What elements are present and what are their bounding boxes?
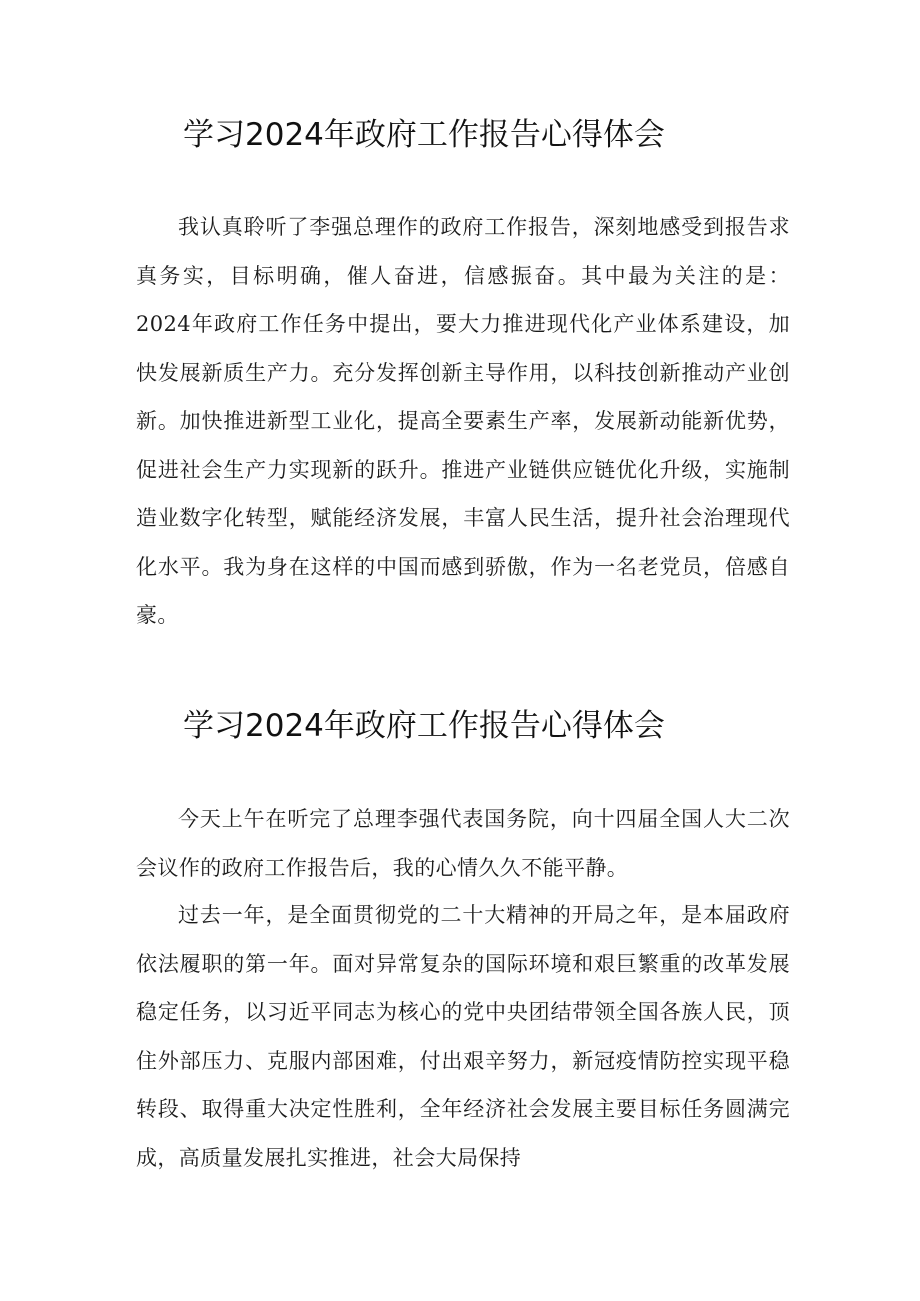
section-2-paragraph-1: 今天上午在听完了总理李强代表国务院，向十四届全国人大二次会议作的政府工作报告后，我的心情久久不能平静。 [136,807,790,880]
section-title-2: 学习2024年政府工作报告心得体会 [183,708,665,744]
section-title-1: 学习2024年政府工作报告心得体会 [183,117,665,153]
section-2-paragraph-2: 过去一年，是全面贯彻党的二十大精神的开局之年，是本届政府依法履职的第一年。面对异常复杂的国际环境和艰巨繁重的改革发展稳定任务，以习近平同志为核心的党中央团结带领全国各族人民，顶住外部压力、克服内部困难，付出艰辛努力，新冠疫情防控实现平稳转段、取得重大决定性胜利，全年经济社会发展主要目标任务圆满完成，高质量发展扎实推进，社会大局保持 [136,903,790,1170]
section-1-paragraph-1: 我认真聆听了李强总理作的政府工作报告，深刻地感受到报告求真务实，目标明确，催人奋进，信感振奋。其中最为关注的是：2024年政府工作任务中提出，要大力推进现代化产业体系建设，加快发展新质生产力。充分发挥创新主导作用，以科技创新推动产业创新。加快推进新型工业化，提高全要素生产率，发展新动能新优势，促进社会生产力实现新的跃升。推进产业链供应链优化升级，实施制造业数字化转型，赋能经济发展，丰富人民生活，提升社会治理现代化水平。我为身在这样的中国而感到骄傲，作为一名老党员，倍感自豪。 [136,215,790,627]
